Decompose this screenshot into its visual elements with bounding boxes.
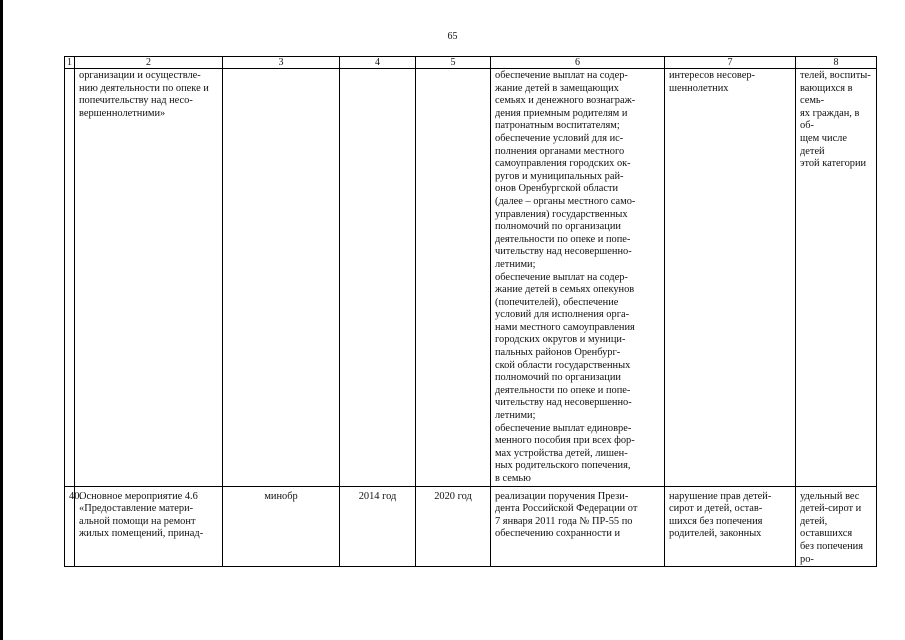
consequences-cell	[665, 486, 796, 567]
indicators-cell	[796, 486, 877, 567]
indicators-text: удельный вес детей-сирот и детей, оставшихся без попечения ро-	[800, 490, 863, 565]
table-row	[65, 486, 877, 567]
expected-result-text: обеспечение выплат на содер- жание детей в замещающих семьях и денежного вознаграж- дения приемным родителям и патронатным воспитателям; обеспечение условий для ис- полнения органами местного самоуправления городских ок- ругов и муниципальных рай- онов Оренбургской области (далее – органы местного само- управления) государственных полномочий по организации деятельности по опеке и попе- чительству над несовершенно- летними; обеспечение выплат на содер- жание детей в семьях опекунов (попечителей), обеспечение условий для исполнения орга- нами местного самоуправления городских округов и муници- пальных районов Оренбург- ской области государственных полномочий по организации деятельности по опеке и попе- чительству над несовершенно- летними; обеспечение выплат единовре- менного пособия при всех фор- мах устройства детей, лишен- ных родительского попечения, в семью	[495, 70, 636, 484]
column-header: 6	[491, 57, 665, 69]
column-header: 7	[665, 57, 796, 69]
end-year-cell	[416, 486, 491, 567]
consequences-cell	[665, 69, 796, 487]
row-number-text: 40.	[69, 490, 82, 502]
start-year-text: 2014 год	[358, 490, 397, 502]
column-number-row	[65, 57, 877, 69]
column-header: 3	[223, 57, 340, 69]
expected-result-cell	[491, 69, 665, 487]
expected-result-cell	[491, 486, 665, 567]
end-year-text: 2020 год	[434, 490, 472, 502]
executor-text: минобр	[264, 490, 298, 502]
end-year-cell	[416, 69, 491, 487]
indicators-cell	[796, 69, 877, 487]
page-number: 65	[447, 31, 458, 42]
column-header: 8	[796, 57, 877, 69]
executor-cell	[223, 486, 340, 567]
column-header: 1	[65, 57, 75, 69]
column-header: 4	[340, 57, 416, 69]
expected-result-text: реализации поручения Прези- дента Российской Федерации от 7 января 2011 года № ПР-55 по обеспечению сохранности и	[495, 490, 638, 540]
indicators-text: телей, воспиты- вающихся в семь- ях граждан, в об- щем числе детей этой категории	[800, 70, 871, 170]
consequences-text: нарушение прав детей- сирот и детей, остав- шихся без попечения родителей, законных	[669, 490, 772, 540]
start-year-cell	[340, 486, 416, 567]
column-header: 5	[416, 57, 491, 69]
program-activities-table	[64, 56, 877, 567]
activity-name-cell	[75, 69, 223, 487]
start-year-cell	[340, 69, 416, 487]
column-header: 2	[75, 57, 223, 69]
activity-name-cell	[75, 486, 223, 567]
activity-name-text: организации и осуществле- нию деятельности по опеке и попечительству над несо- вершеннолетними»	[79, 70, 209, 119]
consequences-text: интересов несовер- шеннолетних	[669, 70, 756, 94]
row-number-cell	[65, 69, 75, 487]
row-number-cell	[65, 486, 82, 567]
activity-name-text: Основное мероприятие 4.6 «Предоставление матери- альной помощи на ремонт жилых помещений, принад-	[79, 490, 204, 540]
table-row	[65, 69, 877, 487]
executor-cell	[223, 69, 340, 487]
page-binding-edge	[0, 0, 3, 640]
